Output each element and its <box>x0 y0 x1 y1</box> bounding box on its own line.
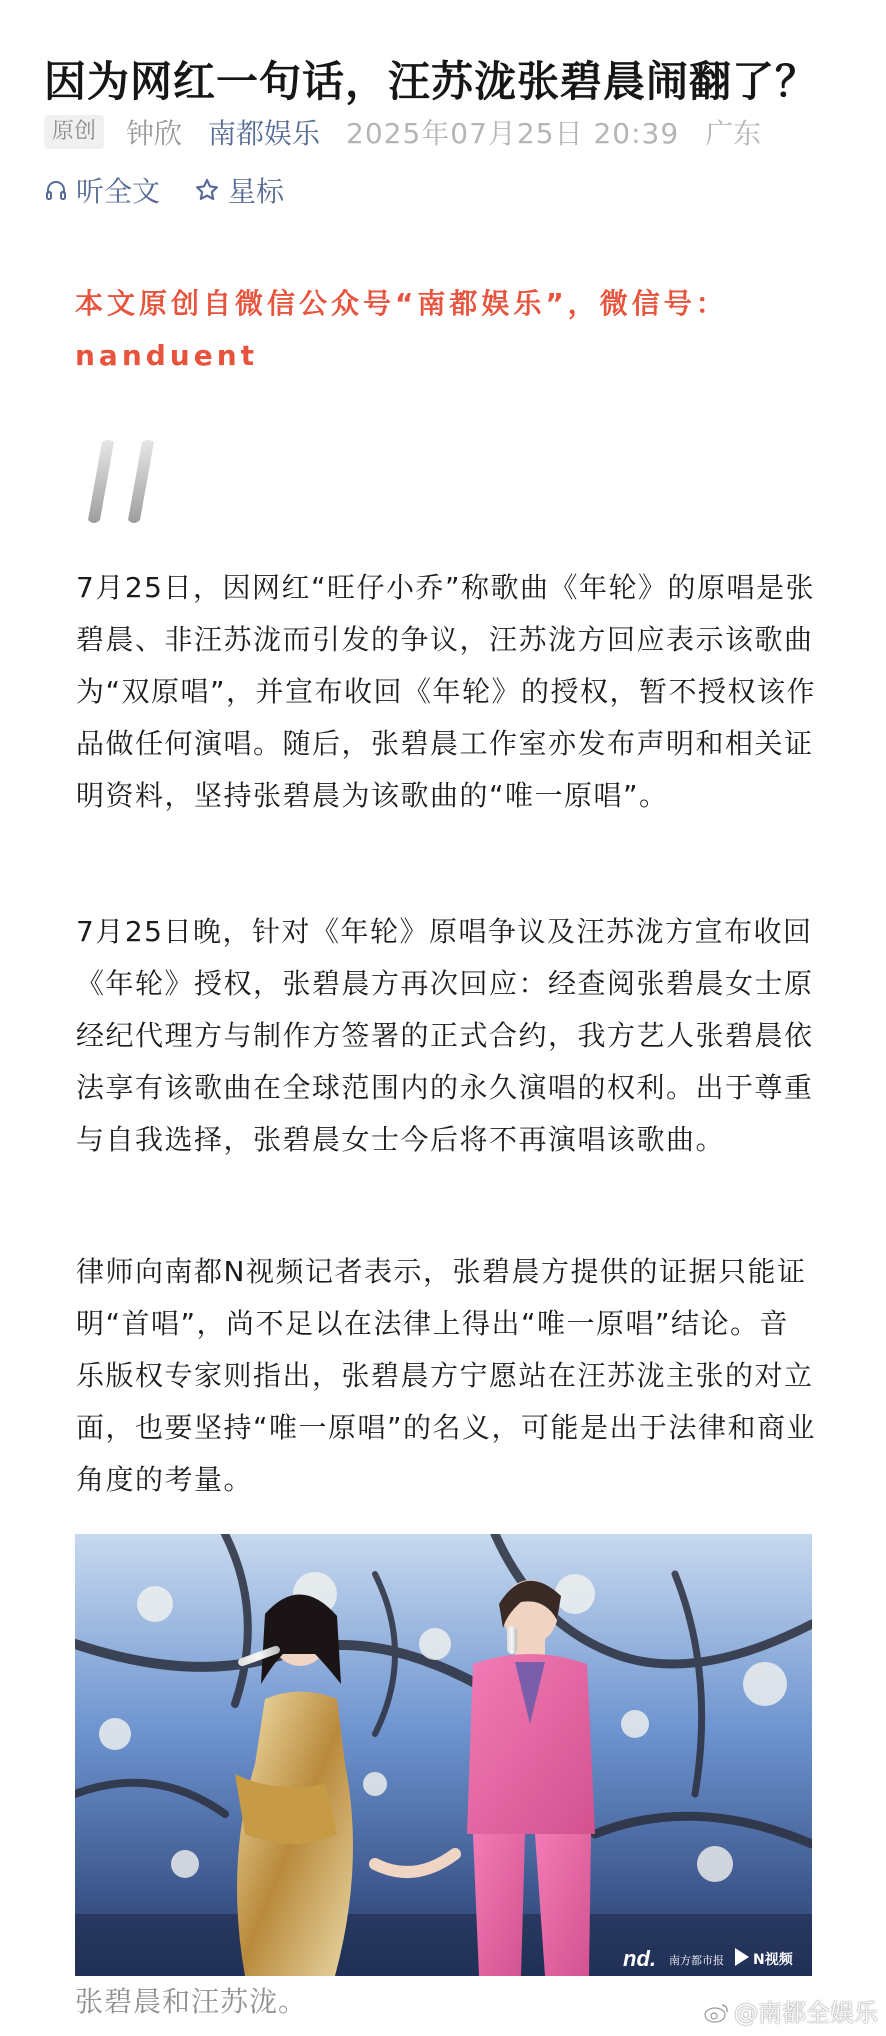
publish-region: 广东 <box>705 117 762 150</box>
author-name: 钟欣 <box>126 117 183 150</box>
weibo-watermark <box>704 1996 878 2030</box>
listen-label: 听全文 <box>76 175 161 208</box>
watermark-text: @南都全娱乐 <box>734 1999 878 2027</box>
publish-date: 2025年07月25日 20:39 <box>346 117 680 150</box>
article-title: 因为网红一句话，汪苏泷张碧晨闹翻了？ <box>44 57 819 107</box>
paragraph-3: 律师向南都N视频记者表示，张碧晨方提供的证据只能证明“首唱”，尚不足以在法律上得出“唯一原唱”结论。音乐版权专家则指出，张碧晨方宁愿站在汪苏泷主张的对立面，也要坚持“唯一原唱”的名义，可能是出于法律和商业角度的考量。 <box>76 1255 817 1496</box>
source-notice: 本文原创自微信公众号“南都娱乐”，微信号：nanduent <box>75 287 728 372</box>
concert-photo[interactable] <box>75 1534 812 1976</box>
article-meta <box>44 112 761 152</box>
star-label: 星标 <box>228 175 285 208</box>
article-actions <box>44 168 318 212</box>
original-badge: 原创 <box>44 115 104 149</box>
concert-scene <box>75 1534 812 1976</box>
nd-logo-sub: 南方都市报 <box>669 1954 724 1967</box>
headphones-icon <box>44 178 68 202</box>
photo-caption: 张碧晨和汪苏泷。 <box>75 1985 308 2018</box>
account-link[interactable]: 南都娱乐 <box>208 117 321 150</box>
star-button[interactable] <box>194 170 284 210</box>
listen-button[interactable] <box>44 170 160 210</box>
video-logo: N视频 <box>753 1952 793 1968</box>
weibo-icon <box>704 2002 730 2024</box>
nd-logo: nd. <box>623 1946 656 1971</box>
paragraph-1: 7月25日，因网红“旺仔小乔”称歌曲《年轮》的原唱是张碧晨、非汪苏泷而引发的争议，汪苏泷方回应表示该歌曲为“双原唱”，并宣布收回《年轮》的授权，暂不授权该作品做任何演唱。随后，张碧晨工作室亦发布声明和相关证明资料，坚持张碧晨为该歌曲的“唯一原唱”。 <box>76 571 817 812</box>
quote-mark-icon <box>80 432 180 532</box>
paragraph-2: 7月25日晚，针对《年轮》原唱争议及汪苏泷方宣布收回《年轮》授权，张碧晨方再次回应：经查阅张碧晨女士原经纪代理方与制作方签署的正式合约，我方艺人张碧晨依法享有该歌曲在全球范围内的永久演唱的权利。出于尊重与自我选择，张碧晨女士今后将不再演唱该歌曲。 <box>76 915 814 1156</box>
star-icon <box>194 177 220 203</box>
